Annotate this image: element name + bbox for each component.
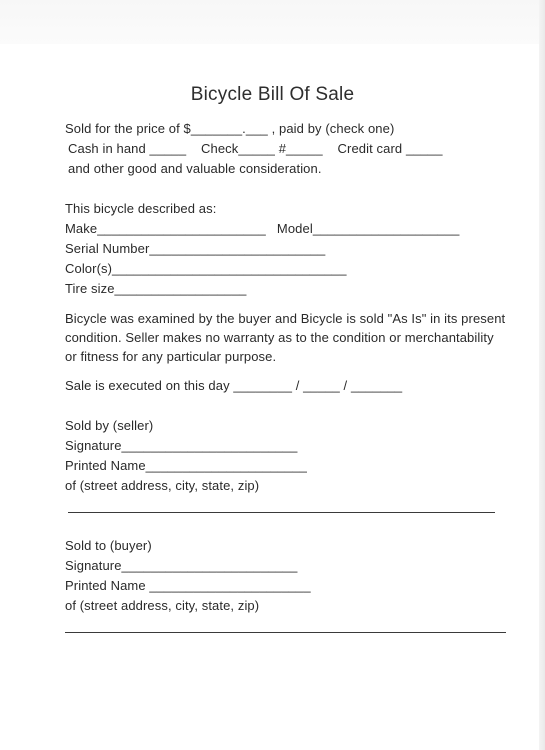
description-heading: This bicycle described as:	[65, 201, 217, 216]
disclaimer-line-3: or fitness for any particular purpose.	[65, 349, 277, 364]
buyer-heading: Sold to (buyer)	[65, 538, 152, 553]
buyer-signature-line: Signature________________________	[65, 558, 298, 573]
colors-line: Color(s)________________________________	[65, 261, 347, 276]
price-line: Sold for the price of $_______.___ , paid by (check one)	[65, 121, 395, 136]
serial-number-line: Serial Number________________________	[65, 241, 326, 256]
buyer-printed-name-line: Printed Name ______________________	[65, 578, 311, 593]
disclaimer-line-1: Bicycle was examined by the buyer and Bicycle is sold "As Is" in its present	[65, 311, 506, 326]
document-title: Bicycle Bill Of Sale	[190, 84, 355, 105]
scan-border-right	[539, 0, 545, 750]
make-model-line: Make_______________________ Model____________________	[65, 221, 460, 236]
seller-heading: Sold by (seller)	[65, 418, 154, 433]
seller-address-rule	[68, 512, 495, 513]
buyer-address-label: of (street address, city, state, zip)	[65, 598, 260, 613]
tire-size-line: Tire size__________________	[65, 281, 247, 296]
payment-method-line: Cash in hand _____ Check_____ #_____ Credit card _____	[68, 141, 443, 156]
buyer-address-rule	[65, 632, 506, 633]
sale-date-line: Sale is executed on this day ________ / _____ / _______	[65, 378, 403, 393]
seller-address-label: of (street address, city, state, zip)	[65, 478, 260, 493]
scan-border-top	[0, 0, 545, 44]
disclaimer-line-2: condition. Seller makes no warranty as to the condition or merchantability	[65, 330, 494, 345]
seller-signature-line: Signature________________________	[65, 438, 298, 453]
seller-printed-name-line: Printed Name______________________	[65, 458, 307, 473]
consideration-line: and other good and valuable consideration.	[68, 161, 322, 176]
